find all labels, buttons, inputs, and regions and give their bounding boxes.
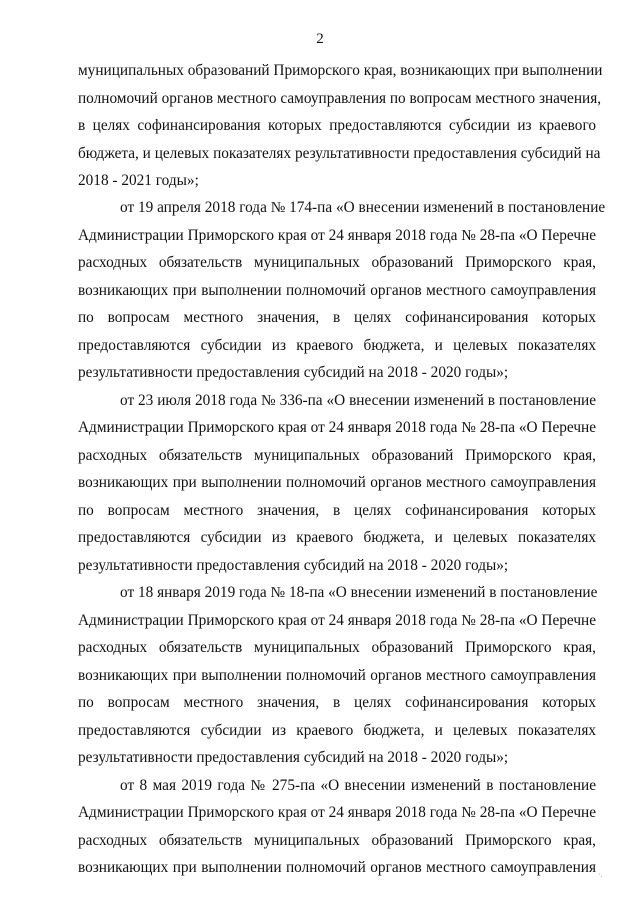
- text-line: по вопросам местного значения, в целях софинансирования которых: [78, 309, 596, 326]
- text-line: Администрации Приморского края от 24 января 2018 года № 28-па «О Перечне: [78, 419, 596, 436]
- text-line: возникающих при выполнении полномочий органов местного самоуправления: [78, 474, 596, 491]
- text-line: в целях софинансирования которых предоставляются субсидии из краевого: [78, 117, 596, 134]
- text-line: полномочий органов местного самоуправления по вопросам местного значения,: [78, 90, 602, 107]
- page-number: 2: [316, 31, 324, 47]
- text-line: предоставляются субсидии из краевого бюджета, и целевых показателях: [78, 337, 596, 354]
- text-line: расходных обязательств муниципальных образований Приморского края,: [78, 254, 596, 271]
- text-line: результативности предоставления субсидий на 2018 - 2020 годы»;: [78, 364, 509, 381]
- paragraph-first-line: от 18 января 2019 года № 18-па «О внесении изменений в постановление: [120, 584, 598, 601]
- text-line: Администрации Приморского края от 24 января 2018 года № 28-па «О Перечне: [78, 612, 596, 629]
- text-line: бюджета, и целевых показателях результативности предоставления субсидий на: [78, 145, 601, 162]
- scan-speck: ·.: [598, 870, 603, 879]
- text-line: Администрации Приморского края от 24 января 2018 года № 28-па «О Перечне: [78, 227, 596, 244]
- text-line: расходных обязательств муниципальных образований Приморского края,: [78, 639, 596, 656]
- text-line: расходных обязательств муниципальных образований Приморского края,: [78, 832, 596, 849]
- text-line: результативности предоставления субсидий на 2018 - 2020 годы»;: [78, 749, 509, 766]
- paragraph-first-line: от 19 апреля 2018 года № 174-па «О внесении изменений в постановление: [120, 199, 606, 216]
- paragraph-first-line: от 8 мая 2019 года № 275-па «О внесении изменений в постановление: [120, 777, 596, 794]
- text-line: предоставляются субсидии из краевого бюджета, и целевых показателях: [78, 529, 596, 546]
- text-line: результативности предоставления субсидий на 2018 - 2020 годы»;: [78, 557, 509, 574]
- text-line: 2018 - 2021 годы»;: [78, 172, 199, 189]
- paragraph-first-line: от 23 июля 2018 года № 336-па «О внесении изменений в постановление: [120, 392, 596, 409]
- text-line: расходных обязательств муниципальных образований Приморского края,: [78, 447, 596, 464]
- text-line: муниципальных образований Приморского края, возникающих при выполнении: [78, 62, 603, 79]
- text-line: предоставляются субсидии из краевого бюджета, и целевых показателях: [78, 722, 596, 739]
- text-line: возникающих при выполнении полномочий органов местного самоуправления: [78, 667, 596, 684]
- text-line: возникающих при выполнении полномочий органов местного самоуправления: [78, 859, 596, 876]
- text-line: Администрации Приморского края от 24 января 2018 года № 28-па «О Перечне: [78, 804, 596, 821]
- text-line: по вопросам местного значения, в целях софинансирования которых: [78, 694, 596, 711]
- text-line: возникающих при выполнении полномочий органов местного самоуправления: [78, 282, 596, 299]
- text-line: по вопросам местного значения, в целях софинансирования которых: [78, 502, 596, 519]
